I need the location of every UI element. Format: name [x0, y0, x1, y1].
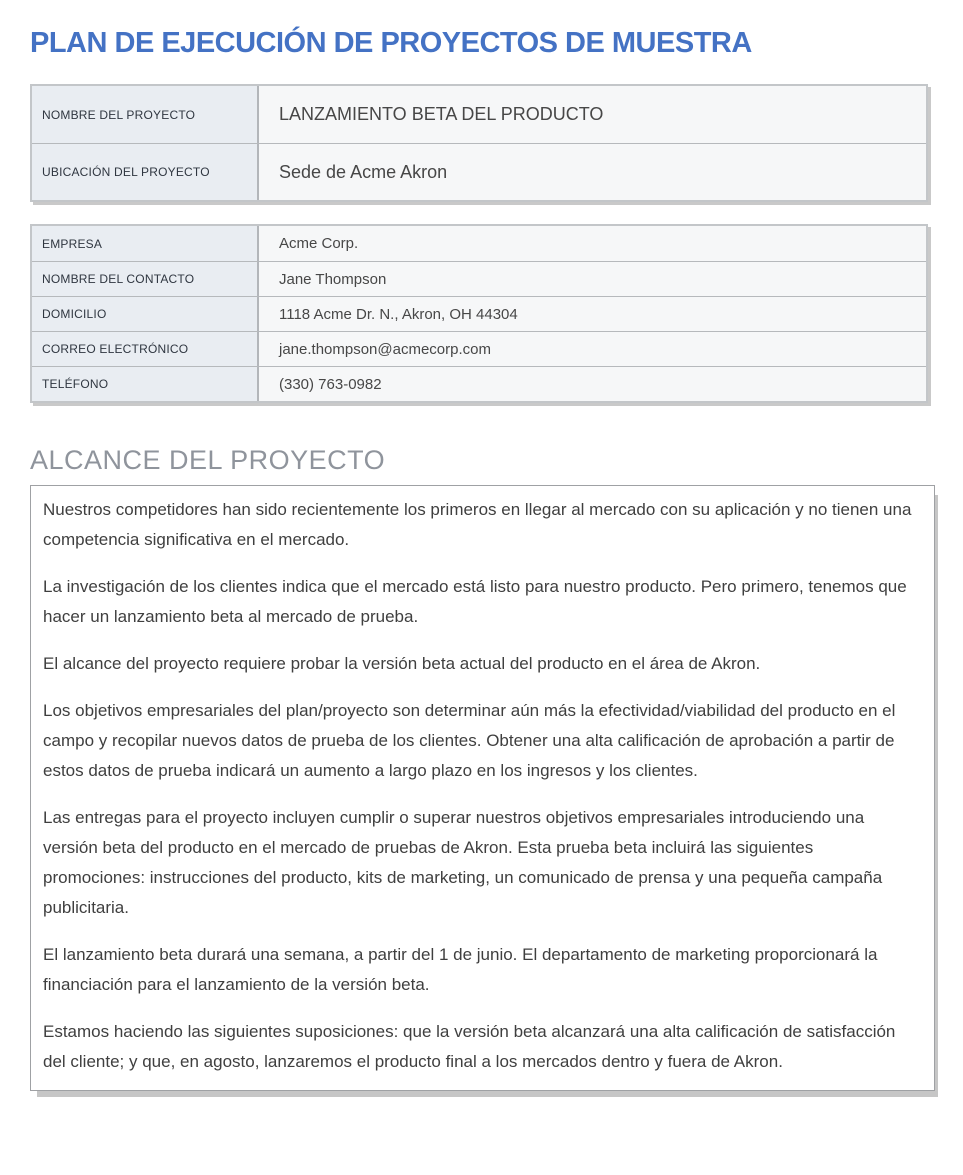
project-name-value: LANZAMIENTO BETA DEL PRODUCTO [279, 104, 604, 124]
contact-name-label: NOMBRE DEL CONTACTO [32, 262, 259, 296]
table-row [32, 331, 926, 366]
table-row [32, 366, 926, 401]
phone-label: TELÉFONO [32, 367, 259, 401]
project-location-value: Sede de Acme Akron [279, 161, 448, 182]
page-title: PLAN DE EJECUCIÓN DE PROYECTOS DE MUESTRA [30, 27, 752, 59]
scope-paragraph: Estamos haciendo las siguientes suposiciones: que la versión beta alcanzará una alta calificación de satisfacción del cliente; y que, en agosto, lanzaremos el producto final a los mercados dentro y fuera de Akron. [43, 1022, 896, 1071]
scope-paragraph: El lanzamiento beta durará una semana, a partir del 1 de junio. El departamento de marketing proporcionará la financiación para el lanzamiento de la versión beta. [43, 945, 878, 994]
email-value: jane.thompson@acmecorp.com [279, 340, 491, 358]
contact-info-table [30, 224, 928, 403]
table-row [32, 296, 926, 331]
scope-paragraph: Las entregas para el proyecto incluyen cumplir o superar nuestros objetivos empresariales introduciendo una versión beta del producto en el mercado de pruebas de Akron. Esta prueba beta incluirá las siguientes promociones: instrucciones del producto, kits de marketing, un comunicado de prensa y una pequeña campaña publicitaria. [43, 808, 883, 917]
email-label: CORREO ELECTRÓNICO [32, 332, 259, 366]
company-value: Acme Corp. [279, 235, 359, 252]
table-row [32, 143, 926, 200]
address-label: DOMICILIO [32, 297, 259, 331]
scope-section-heading: ALCANCE DEL PROYECTO [30, 445, 386, 475]
table-row [32, 226, 926, 261]
scope-text-box [30, 485, 935, 1091]
project-name-label: NOMBRE DEL PROYECTO [32, 86, 259, 143]
address-value: 1118 Acme Dr. N., Akron, OH 44304 [279, 305, 518, 323]
scope-paragraph: Los objetivos empresariales del plan/proyecto son determinar aún más la efectividad/viabilidad del producto en el campo y recopilar nuevos datos de prueba de los clientes. Obtener una alta calificación de aprobación a partir de estos datos de prueba indicará un aumento a largo plazo en los ingresos y los clientes. [43, 701, 896, 780]
project-info-table [30, 84, 928, 202]
table-row [32, 86, 926, 143]
project-location-label: UBICACIÓN DEL PROYECTO [32, 144, 259, 200]
scope-paragraph: Nuestros competidores han sido recientemente los primeros en llegar al mercado con su aplicación y no tienen una competencia significativa en el mercado. [43, 500, 912, 549]
phone-value: (330) 763-0982 [279, 375, 382, 393]
scope-paragraph: La investigación de los clientes indica que el mercado está listo para nuestro producto. Pero primero, tenemos que hacer un lanzamiento beta al mercado de prueba. [43, 577, 907, 626]
table-row [32, 261, 926, 296]
contact-name-value: Jane Thompson [279, 270, 387, 288]
company-label: EMPRESA [32, 226, 259, 261]
scope-paragraph: El alcance del proyecto requiere probar la versión beta actual del producto en el área de Akron. [43, 654, 761, 673]
